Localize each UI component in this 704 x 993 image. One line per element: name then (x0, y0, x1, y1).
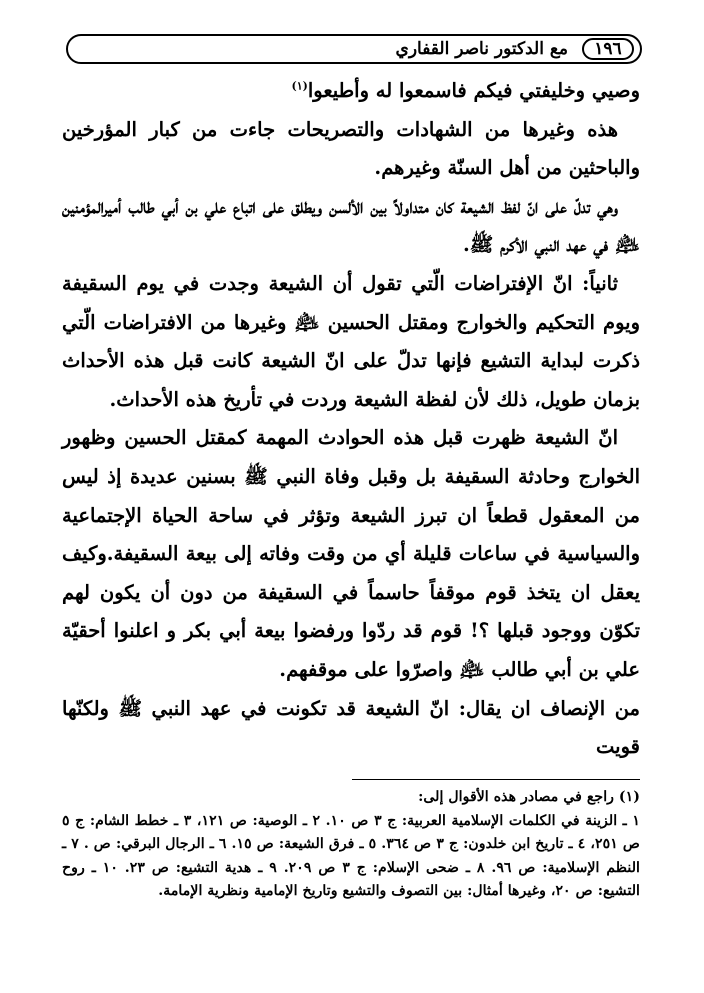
paragraph (62, 690, 640, 767)
footnote-heading: (١) راجع في مصادر هذه الأقوال إلى: (418, 789, 640, 805)
footnotes (62, 786, 640, 904)
page-header (66, 34, 642, 64)
body-text (62, 72, 640, 767)
paragraph-text: انّ الشيعة ظهرت قبل هذه الحوادث المهمة كمقتل الحسين وظهور الخوارج وحادثة السقيفة بل وقبل وفاة النبي ﷺ بسنين عديدة إذ ليس من المعقول قطعاً ان تبرز الشيعة وتؤثر في ساحة الحياة الإجتماعية والسياسية في ساعات قليلة أي من وقت وفاته إلى بيعة السقيفة.وكيف يعقل ان يتخذ قوم موقفاً حاسماً في السقيفة من دون أن يكون لهم تكوّن ووجود قبلها ؟! قوم قد ردّوا ورفضوا بيعة أبي بكر و اعلنوا أحقيّة علي بن أبي طالب ﵇ واصرّوا على موقفهم. (62, 426, 640, 681)
paragraph (62, 111, 640, 188)
footnote-sources: ١ ـ الزينة في الكلمات الإسلامية العربية: ج ٣ ص ١٠. ٢ ـ الوصية: ص ١٢١، ٣ ـ خطط الشام: ج ٥ ص ٢٥١، ٤ ـ تاريخ ابن خلدون: ج ٣ ص ٣٦٤. ٥ ـ فرق الشيعة: ص ١٥. ٦ ـ الرجال البرقي: ص . ٧ ـ النظم الإسلامية: ص ٩٦. ٨ ـ ضحى الإسلام: ج ٣ ص ٢٠٩. ٩ ـ هدية التشيع: ص ٢٣. ١٠ ـ روح التشيع: ص ٢٠، وغيرها أمثال: بين التصوف والتشيع وتاريخ الإمامية ونظرية الإمامة. (62, 812, 641, 900)
paragraph (62, 419, 640, 689)
page-number: ١٩٦ (582, 38, 634, 60)
paragraph-text: وهي تدلّ على انّ لفظ الشيعة كان متداولاً بين الألسن ويطلق على اتباع علي بن أبي طالب أميرالمؤمنين ﵇ في عهد النبي الأكرم ﷺ. (62, 194, 640, 257)
paragraph-text: هذه وغيرها من الشهادات والتصريحات جاءت من كبار المؤرخين والباحثين من أهل السنّة وغيرهم. (62, 117, 640, 180)
paragraph (62, 265, 640, 419)
footnote-marker: (١) (291, 79, 308, 93)
paragraph (62, 72, 640, 111)
paragraph-text: وصيي وخليفتي فيكم فاسمعوا له وأطيعوا (307, 79, 640, 102)
running-title: مع الدكتور ناصر القفاري (395, 39, 568, 59)
footnote-divider (352, 779, 640, 780)
paragraph (62, 188, 640, 265)
paragraph-text: انّ الإفتراضات الّتي تقول أن الشيعة وجدت في يوم السقيفة ويوم التحكيم والخوارج ومقتل الحسين ﵇ وغيرها من الافتراضات الّتي ذكرت لبداية التشيع فإنها تدلّ على انّ الشيعة كانت قبل هذه الأحداث بزمان طويل، ذلك لأن لفظة الشيعة وردت في تأريخ هذه الأحداث. (62, 271, 640, 411)
paragraph-text: من الإنصاف ان يقال: انّ الشيعة قد تكونت في عهد النبي ﷺ ولكنّها قويت (62, 696, 640, 759)
paragraph-lead: ثانياً: (572, 271, 619, 295)
